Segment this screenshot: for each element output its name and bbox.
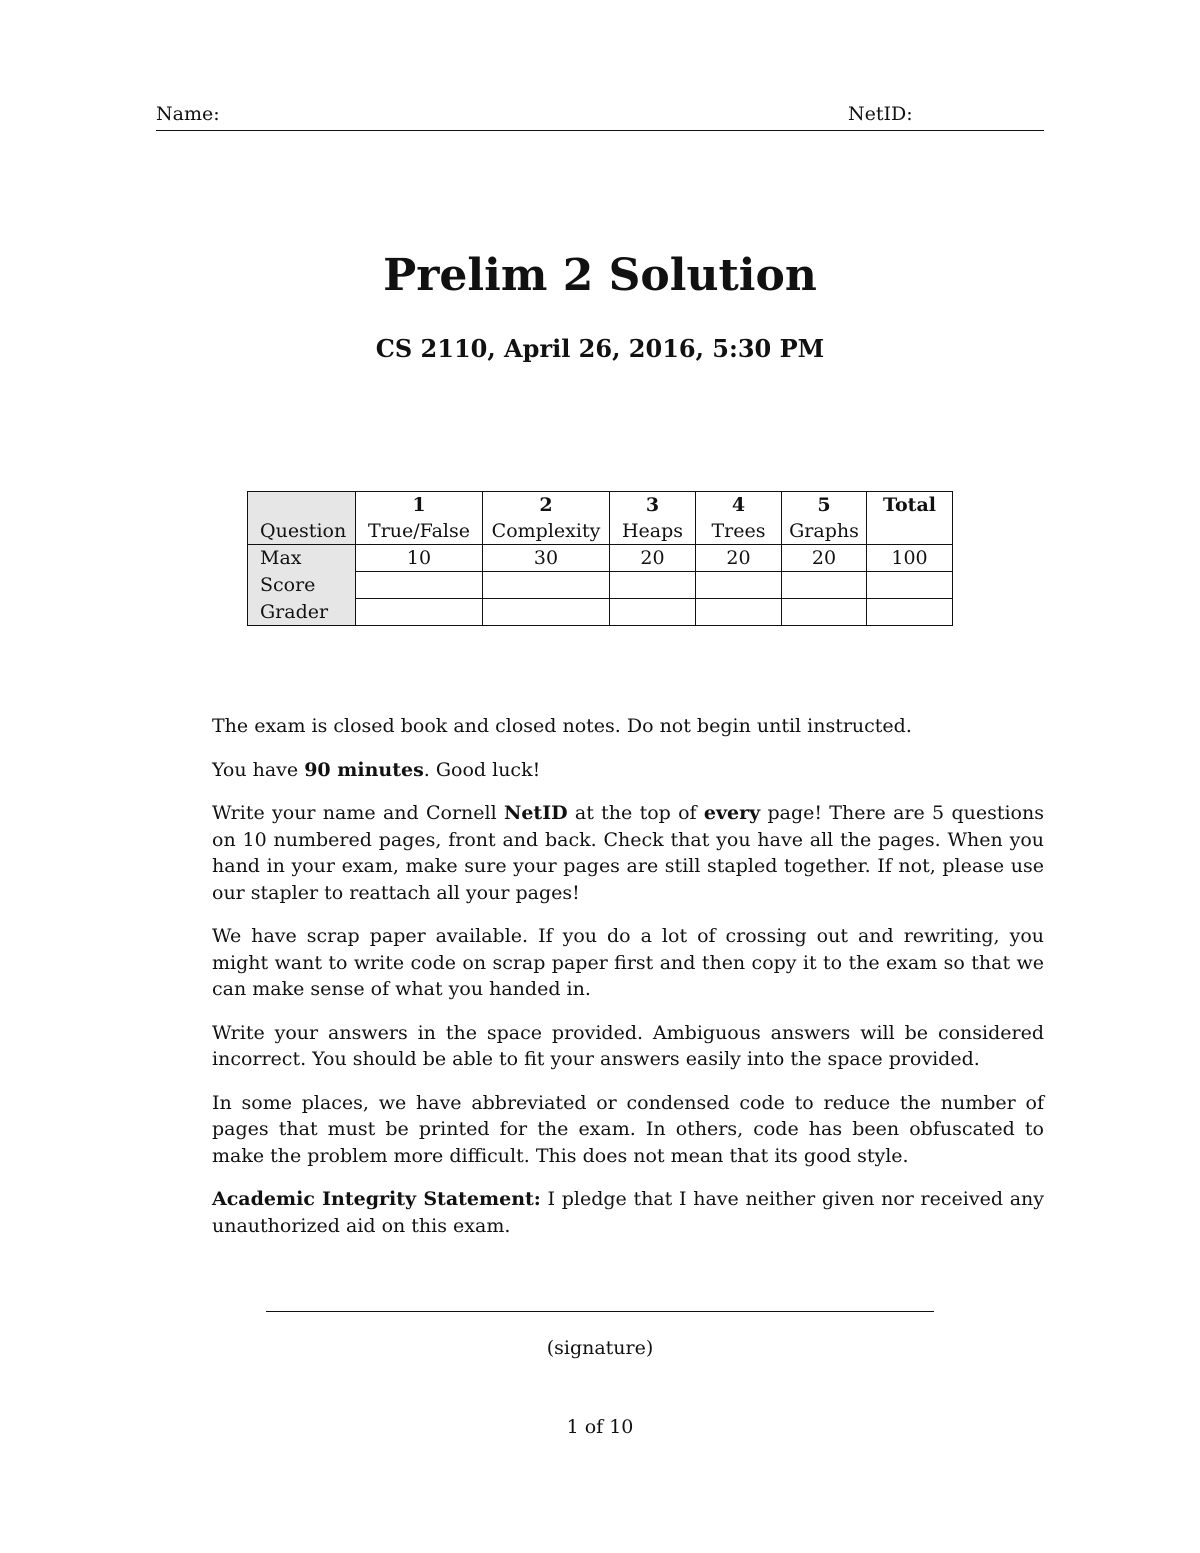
text-span: page! There are 5 questions on 10 numbered pages, front and back. Check that you have all the pages. When you hand in your exam, make sure your pages are still stapled together. If not, please use our stapler to reattach all your pages! [212,802,1044,904]
score-cell[interactable] [356,572,483,599]
max-value: 20 [610,545,696,572]
header-cell [248,492,356,519]
score-cell[interactable] [610,572,696,599]
table-row [248,518,953,545]
text-span: I pledge that I have neither given nor received any unauthorized aid on this exam. [212,1188,1044,1237]
header-rule [156,130,1044,131]
grader-cell[interactable] [610,599,696,626]
question-number: 2 [483,492,610,519]
page-title: Prelim 2 Solution [383,250,817,301]
score-cell[interactable] [782,572,867,599]
max-value: 10 [356,545,483,572]
grader-cell[interactable] [696,599,782,626]
instruction-time [212,757,1044,784]
table-row [248,572,953,599]
grader-cell[interactable] [483,599,610,626]
score-cell[interactable] [483,572,610,599]
instructions [212,713,1044,1256]
question-number: 1 [356,492,483,519]
table-row [248,492,953,519]
text-span: You have [212,758,305,781]
netid-emphasis: NetID [503,802,568,824]
grader-cell[interactable] [356,599,483,626]
question-topic [867,518,953,545]
every-emphasis: every [703,802,761,824]
page-number: 1 of 10 [566,1416,634,1438]
signature-label: (signature) [546,1337,654,1359]
question-label: Question [248,518,356,545]
question-topic: Complexity [483,518,610,545]
question-number: 4 [696,492,782,519]
time-limit: 90 minutes [304,758,424,781]
max-value: 20 [782,545,867,572]
table-row [248,599,953,626]
max-value: 30 [483,545,610,572]
academic-integrity [212,1186,1044,1239]
table-row [248,545,953,572]
instruction-scrap-paper: We have scrap paper available. If you do a lot of crossing out and rewriting, you might want to write code on scrap paper first and then copy it to the exam so that we can make sense of what you handed in. [212,925,1044,1000]
question-topic: Heaps [610,518,696,545]
grader-cell[interactable] [782,599,867,626]
exam-subtitle: CS 2110, April 26, 2016, 5:30 PM [375,334,825,363]
name-label: Name: [156,103,220,125]
question-topic: True/False [356,518,483,545]
max-value: 100 [867,545,953,572]
grader-label: Grader [248,599,356,626]
question-number: 3 [610,492,696,519]
instruction-closed-book: The exam is closed book and closed notes. Do not begin until instructed. [212,715,912,737]
max-label: Max [248,545,356,572]
score-cell[interactable] [867,572,953,599]
score-label: Score [248,572,356,599]
text-span: . Good luck! [423,758,541,781]
score-cell[interactable] [696,572,782,599]
instruction-code: In some places, we have abbreviated or condensed code to reduce the number of pages that must be printed for the exam. In others, code has been obfuscated to make the problem more difficult. This does not mean that its good style. [212,1091,1044,1167]
question-topic: Graphs [782,518,867,545]
text-span: Write your name and Cornell [212,802,504,824]
grader-cell[interactable] [867,599,953,626]
text-span: at the top of [567,802,704,824]
integrity-heading: Academic Integrity Statement: [212,1188,541,1210]
score-table [247,491,953,626]
instruction-name [212,800,1044,906]
question-topic: Trees [696,518,782,545]
instruction-answers: Write your answers in the space provided. Ambiguous answers will be considered incorrect. You should be able to fit your answers easily into the space provided. [212,1021,1044,1070]
question-number: Total [867,492,953,519]
question-number: 5 [782,492,867,519]
signature-line[interactable] [266,1311,934,1312]
max-value: 20 [696,545,782,572]
netid-label: NetID: [848,103,913,125]
